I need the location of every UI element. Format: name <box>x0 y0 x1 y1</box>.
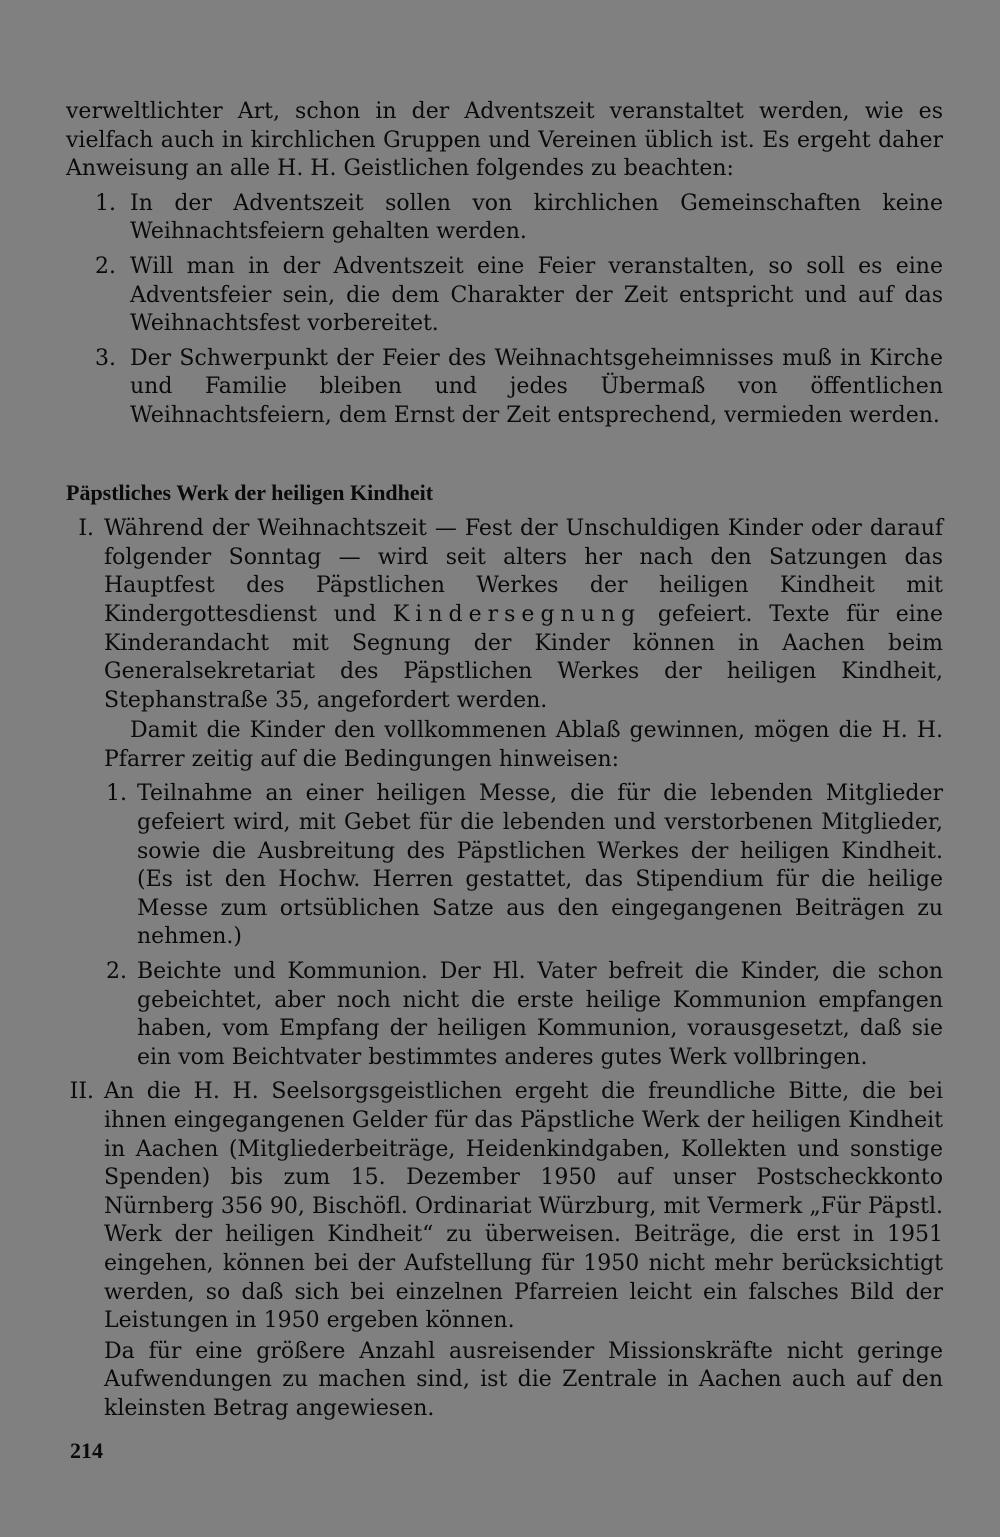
list-number: 1. <box>95 190 116 216</box>
list-text: Der Schwerpunkt der Feier des Weihnachtsgeheimnisses muß in Kirche und Familie bleiben und jedes Übermaß von öffentlichen Weihnachtsfeiern, dem Ernst der Zeit entsprechend, vermieden werden. <box>130 345 943 428</box>
section-item <box>66 1078 943 1335</box>
section-number: II. <box>69 1079 94 1105</box>
section-heading: Päpstliches Werk der heiligen Kindheit <box>66 479 434 505</box>
list-item <box>103 780 943 952</box>
page-number: 214 <box>70 1438 103 1463</box>
list-item <box>103 958 943 1072</box>
spaced-term: Kindersegnung <box>392 601 642 627</box>
section-text: An die H. H. Seelsorgsgeistlichen ergeht die freundliche Bitte, die bei ihnen eingegangenen Gelder für das Päpstliche Werk der heiligen Kindheit in Aachen (Mitgliederbeiträge, Heidenkindgaben, Kollekten und sonstige Spenden) bis zum 15. Dezember 1950 auf unser Postscheckkonto Nürnberg 356 90, Bischöfl. Ordinariat Würzburg, mit Vermerk „Für Päpstl. Werk der heiligen Kindheit“ zu überweisen. Beiträge, die erst in 1951 eingehen, können bei der Aufstellung für 1950 nicht mehr berücksichtigt werden, so daß sich bei einzelnen Pfarreien leicht ein falsches Bild der Leistungen in 1950 ergeben können. <box>104 1079 943 1334</box>
section-paragraph: Da für eine größere Anzahl ausreisender Missionskräfte nicht geringe Aufwendungen zu machen sind, ist die Zentrale in Aachen auch auf den kleinsten Betrag angewiesen. <box>104 1338 943 1421</box>
list-text: Will man in der Adventszeit eine Feier veranstalten, so soll es eine Adventsfeier sein, die dem Charakter der Zeit entspricht und auf das Weihnachtsfest vorbereitet. <box>130 253 943 337</box>
intro-paragraph: verweltlichter Art, schon in der Adventszeit veranstaltet werden, wie es vielfach auch in kirchlichen Gruppen und Vereinen üblich ist. Es ergeht daher Anweisung an alle H. H. Geistlichen folgendes zu beachten: <box>66 99 943 182</box>
section-item <box>66 515 943 715</box>
list-text: Beichte und Kommunion. Der Hl. Vater befreit die Kinder, die schon gebeichtet, aber noch nicht die erste heilige Kommunion empfangen haben, vom Empfang der heiligen Kommunion, vorausgesetzt, daß sie ein vom Beichtvater bestimmtes anderes gutes Werk vollbringen. <box>137 959 943 1070</box>
section-paragraph: Damit die Kinder den vollkommenen Ablaß gewinnen, mögen die H. H. Pfarrer zeitig auf die Bedingungen hinweisen: <box>104 718 943 772</box>
section-text <box>104 515 943 715</box>
list-number: 2. <box>106 959 127 985</box>
section-text-a: Während der Weihnachtszeit — Fest der Unschuldigen Kinder oder darauf folgender Sonntag — wird seit alters her nach den Satzungen das Hauptfest des Päpstlichen Werkes der heiligen Kindheit mit Kindergottesdienst und <box>104 516 943 627</box>
list-item <box>66 345 943 431</box>
list-number: 1. <box>106 781 127 807</box>
section-number: I. <box>78 516 94 542</box>
section-text-b: gefeiert. Texte für eine Kinderandacht mit Segnung der Kinder können in Aachen beim Generalsekretariat des Päpstlichen Werkes der heiligen Kindheit, Stephanstraße 35, angefordert werden. <box>104 601 943 713</box>
list-item <box>66 190 943 247</box>
text-column <box>66 98 943 1424</box>
list-number: 2. <box>95 253 116 279</box>
list-number: 3. <box>95 345 116 371</box>
list-text: In der Adventszeit sollen von kirchlichen Gemeinschaften keine Weihnachtsfeiern gehalten werden. <box>130 190 943 245</box>
list-text: Teilnahme an einer heiligen Messe, die für die lebenden Mitglieder gefeiert wird, mit Gebet für die lebenden und verstorbenen Mitglieder, sowie die Ausbreitung des Päpstlichen Werkes der heiligen Kindheit. (Es ist den Hochw. Herren gestattet, das Stipendium für die heilige Messe zum ortsüblichen Satze aus den eingegangenen Beiträgen zu nehmen.) <box>137 781 943 950</box>
list-item <box>66 253 943 339</box>
